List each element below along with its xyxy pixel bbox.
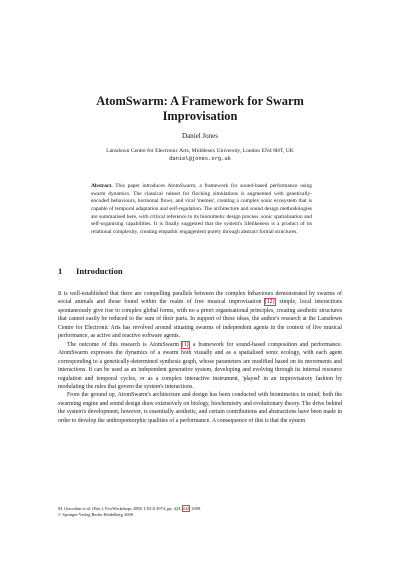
paragraph-1-text-b: : simple, local interactions spontaneously give rise to complex global forms, with no a priori organisational principles, creating aesthetic structures that cannot easily be reduced to the sum of their parts. In support of these ideas, the author's research at the Lansdown Centre for Electronic Arts has revolved around situating swarms of independent agents in the context of live musical performance, as active and reactive software agents. [58, 299, 342, 340]
paper-title [60, 94, 340, 124]
paragraph-3: From the ground up, AtomSwarm's architecture and design has been conducted with biomimetics in mind; both the swarming engine and sound design draw extensively on biology, biochemistry and evolutionary theory. The drive behind the system's development, however, is essentially aesthetic, and certain contributions and abstractions have been made in order to develop the anthropomorphic qualities of a performance. A consequence of this is that the system [58, 392, 342, 424]
paper-title-line-2: Improvisation [162, 109, 238, 123]
paragraph-1 [58, 290, 342, 341]
section-title: Introduction [76, 266, 123, 276]
section-number: 1 [58, 266, 63, 276]
footer-copyright: © Springer-Verlag Berlin Heidelberg 2008 [58, 512, 133, 518]
paragraph-1-text-a: It is well-established that there are compelling parallels between the complex behaviours demonstrated by swarms of social animals and those found within the realm of free musical improvisation [58, 291, 342, 306]
paragraph-2-text-b: , a framework for sound-based composition and performance. AtomSwarm expresses the dynamics of a swarm both visually and as a spatialised sonic ecology, with each agent corresponding to a genetically-determined synthesis graph, whose parameters are modified based on its movements and interactions. It can be used as an independent generative system, developing and evolving through its internal resource regulation and temporal cycles, or as a complex interactive instrument, 'played' in an improvisatory fashion by modulating the rules that govern the system's interactions. [58, 341, 342, 390]
abstract [91, 183, 312, 237]
body-text [58, 290, 342, 425]
author-affiliation: Lansdown Centre for Electronic Arts, Middlesex University, London EN4 8HT, UK [106, 148, 294, 154]
paper-title-line-1: AtomSwarm: A Framework for Swarm [96, 94, 304, 108]
section-heading [58, 266, 342, 277]
footer-citation-text-a: M. Giacobini et al. (Eds.): EvoWorkshops 2008, LNCS 4974, pp. 423– [58, 506, 183, 511]
paragraph-2-text-a: The outcome of this research is AtomSwarm [67, 341, 182, 348]
citation-link-12[interactable]: [12] [264, 299, 275, 306]
footer-citation-text-b: , 2008. [189, 506, 202, 511]
citation-link-1[interactable]: [1] [181, 341, 189, 348]
footer-page-link[interactable]: 432 [182, 506, 190, 511]
abstract-text: This paper introduces AtomSwarm, a framework for sound-based performance using swarm dynamics. The classical ruleset for flocking simulations is augmented with genetically-encoded behaviours, hormonal flows, and viral 'memes', creating a complex sonic ecosystem that is capable of temporal adaptation and self-regulation. The architecture and sound design methodologies are summarised here, with critical reference to its biomimetic design process, sonic spatialisation and self-organising capabilities. It is finally suggested that the system's lifelikeness is a product of its relational complexity, creating empathic engagement purely through abstract formal structures. [91, 183, 312, 235]
abstract-label: Abstract. [91, 183, 113, 189]
author-name: Daniel Jones [182, 132, 218, 140]
page-footer [58, 506, 342, 518]
author-email[interactable]: daniel@jones.org.uk [169, 156, 231, 162]
paragraph-2 [58, 341, 342, 392]
